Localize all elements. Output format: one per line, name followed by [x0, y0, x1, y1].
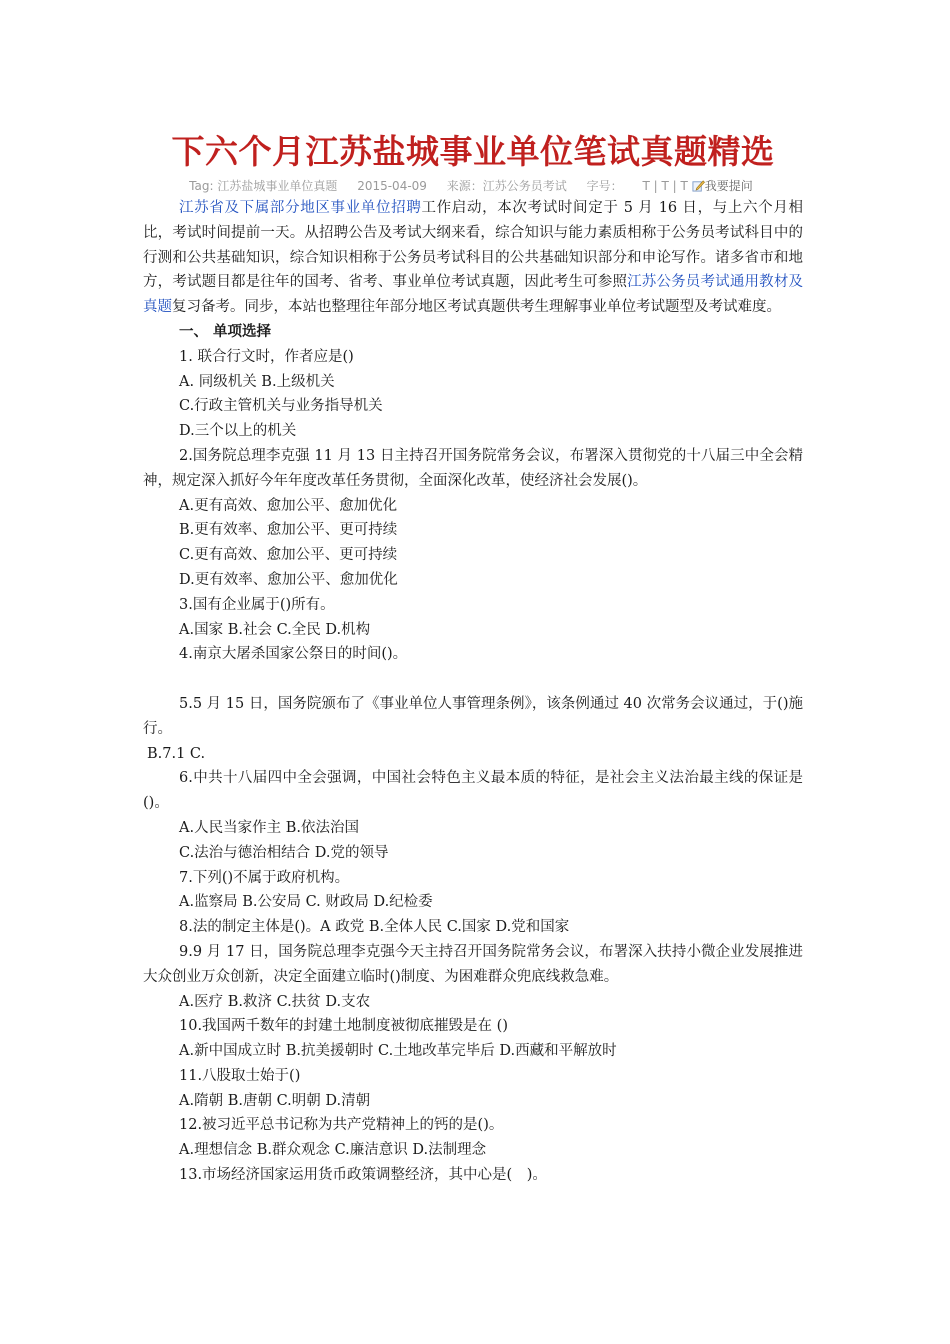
tag-link[interactable]: Tag: 江苏盐城事业单位真题 — [189, 179, 338, 193]
option-line: C.法治与德治相结合 D.党的领导 — [179, 844, 389, 861]
option-line: A.人民当家作主 B.依法治国 — [179, 819, 359, 836]
question-line: 7.下列()不属于政府机构。 — [179, 869, 350, 886]
question-line: 10.我国两千数年的封建土地制度被彻底摧毁是在 () — [179, 1018, 508, 1035]
option-line: B.更有效率、愈加公平、更可持续 — [179, 522, 398, 539]
question-paragraph: 9.9 月 17 日，国务院总理李克强今天主持召开国务院常务会议，布署深入扶持小微企业发展推进大众创业万众创新，决定全面建立临时()制度、为困难群众兜底线救急难。 — [143, 943, 803, 985]
question-line: 11.八股取士始于() — [179, 1067, 301, 1084]
option-line: C.更有高效、愈加公平、更可持续 — [179, 547, 398, 564]
option-line: A.隋朝 B.唐朝 C.明朝 D.清朝 — [179, 1092, 371, 1109]
question-line: 3.国有企业属于()所有。 — [179, 596, 335, 613]
publish-date: 2015-04-09 — [357, 179, 427, 193]
article-body — [143, 196, 803, 1188]
font-size-switcher[interactable]: T | T | T — [642, 179, 688, 193]
option-line: A.国家 B.社会 C.全民 D.机构 — [179, 621, 371, 638]
section-heading: 一、 单项选择 — [179, 322, 272, 340]
question-paragraph: 2.国务院总理李克强 11 月 13 日主持召开国务院常务会议，布署深入贯彻党的十八届三中全会精神，规定深入抓好今年年度改革任务贯彻，全面深化改革，使经济社会发展()。 — [143, 447, 803, 489]
option-line: C.行政主管机关与业务指导机关 — [179, 398, 383, 415]
option-line: B.7.1 C. — [147, 745, 206, 762]
intro-paragraph — [143, 196, 803, 320]
source-label: 来源：江苏公务员考试 — [446, 179, 567, 193]
article-meta — [143, 176, 803, 196]
blank-line — [143, 667, 803, 692]
materials-link[interactable]: 江苏公务员考试通用教材及真题 — [143, 274, 803, 316]
option-line: A.医疗 B.救济 C.扶贫 D.支农 — [179, 993, 371, 1010]
question-line: 12.被习近平总书记称为共产党精神上的钙的是()。 — [179, 1117, 504, 1134]
question-line: 8.法的制定主体是()。A 政党 B.全体人民 C.国家 D.党和国家 — [179, 919, 570, 936]
option-line: D.三个以上的机关 — [179, 423, 297, 440]
question-line: 4.南京大屠杀国家公祭日的时间()。 — [179, 646, 408, 663]
question-line: 1. 联合行文时，作者应是() — [179, 348, 354, 365]
option-line: D.更有效率、愈加公平、愈加优化 — [179, 571, 398, 588]
question-line: 13.市场经济国家运用货币政策调整经济，其中心是( )。 — [179, 1167, 547, 1184]
option-line: A.理想信念 B.群众观念 C.廉洁意识 D.法制理念 — [179, 1142, 487, 1159]
option-line: A.更有高效、愈加公平、愈加优化 — [179, 497, 398, 514]
question-paragraph: 6.中共十八届四中全会强调，中国社会特色主义最本质的特征，是社会主义法治最主线的保证是()。 — [143, 770, 803, 812]
option-line: A.监察局 B.公安局 C. 财政局 D.纪检委 — [179, 894, 433, 911]
document-page — [143, 120, 803, 1188]
option-line: A. 同级机关 B.上级机关 — [179, 373, 335, 390]
page-title: 下六个月江苏盐城事业单位笔试真题精选 — [171, 132, 775, 171]
intro-text-2: 复习备考。同步，本站也整理往年部分地区考试真题供考生理解事业单位考试题型及考试难度。 — [172, 299, 781, 316]
pencil-icon[interactable] — [692, 179, 705, 192]
ask-question-link[interactable]: 我要提问 — [704, 179, 753, 193]
question-paragraph: 5.5 月 15 日，国务院颁布了《事业单位人事管理条例》，该条例通过 40 次常务会议通过，于()施行。 — [143, 695, 803, 737]
option-line: A.新中国成立时 B.抗美援朝时 C.土地改革完毕后 D.西藏和平解放时 — [179, 1043, 617, 1060]
intro-text-1: 工作启动，本次考试时间定于 5 月 16 日，与上六个月相比，考试时间提前一天。从招聘公告及考试大纲来看，综合知识与能力素质相称于公务员考试科目中的行测和公共基础知识，综合知识相称于公务员考试科目的公共基础知识部分和申论写作。诸多省市和地方，考试题目都是往年的国考、省考、事业单位考试真题，因此考生可参照 — [143, 200, 803, 291]
recruitment-link[interactable]: 江苏省及下属部分地区事业单位招聘 — [179, 200, 422, 216]
font-size-label: 字号： — [586, 179, 623, 193]
